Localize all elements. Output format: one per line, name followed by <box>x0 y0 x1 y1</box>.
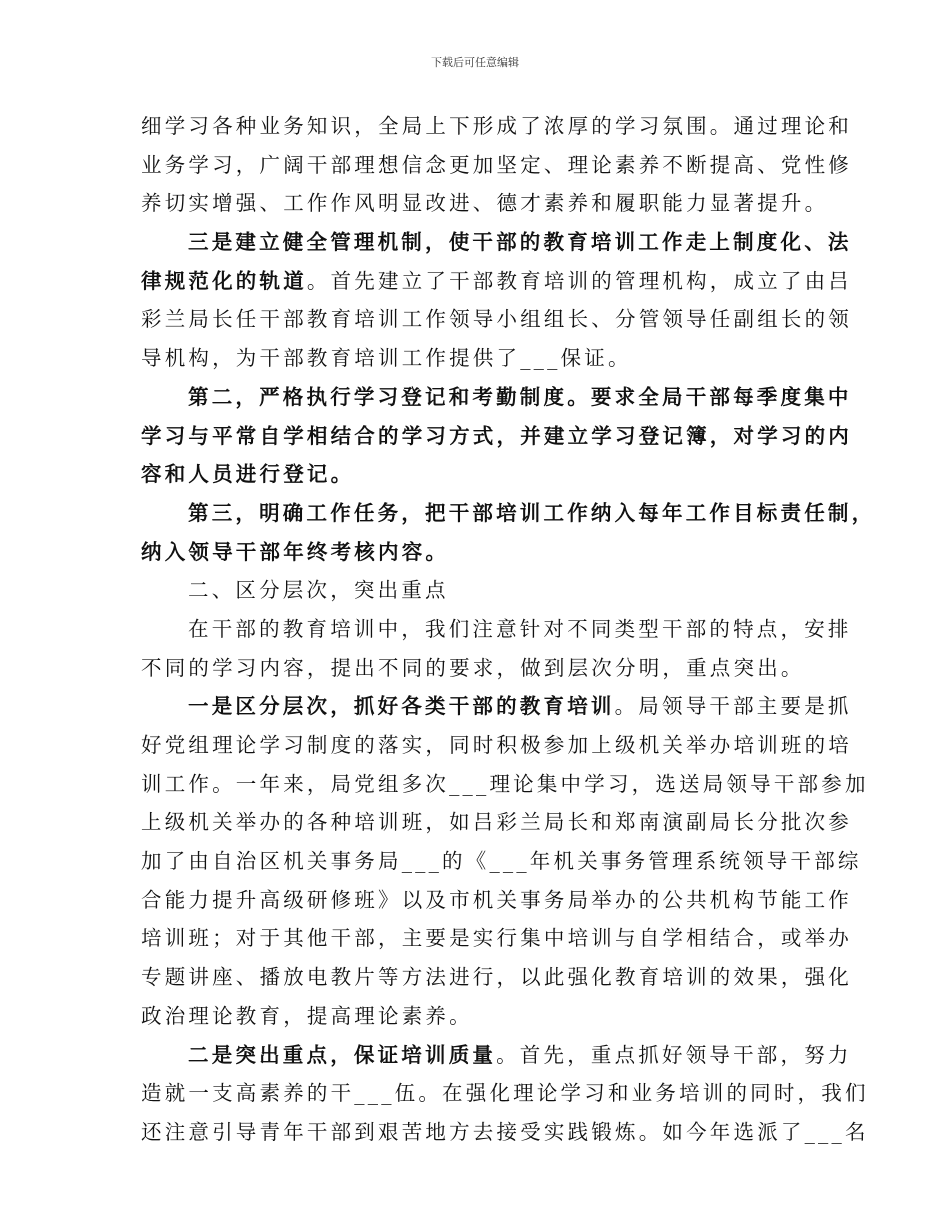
paragraph-line <box>141 107 852 146</box>
paragraph-line <box>141 687 852 726</box>
paragraph-line <box>141 494 876 533</box>
paragraph-line <box>141 1036 852 1075</box>
line-text: 。局领导干部主要是抓 <box>614 694 852 719</box>
bold-heading-text: 一是区分层次，抓好各类干部的教育培训 <box>188 694 615 719</box>
line-text: 。首先，重点抓好领导干部，努力 <box>496 1042 852 1067</box>
paragraph-line <box>141 1074 869 1113</box>
line-text: 专题讲座、播放电教片等方法进行，以此强化教育培训的效果，强化 <box>141 965 852 990</box>
bold-heading-text: 律规范化的轨道 <box>141 268 307 293</box>
line-text: 上级机关举办的各种培训班，如吕彩兰局长和郑南演副局长分批次参 <box>141 810 852 835</box>
paragraph-line <box>141 223 852 262</box>
paragraph-line <box>141 262 853 301</box>
paragraph-line <box>141 1113 869 1152</box>
line-text: 彩兰局长任干部教育培训工作领导小组组长、分管领导任副组长的领 <box>141 307 852 332</box>
paragraph-line <box>141 803 852 842</box>
paragraph-line <box>141 881 852 920</box>
bold-heading-text: 学习与平常自学相结合的学习方式，并建立学习登记簿，对学习的内 <box>141 423 852 448</box>
bold-heading-text: 容和人员进行登记。 <box>141 462 355 487</box>
paragraph-line <box>141 610 852 649</box>
line-text: 加了由自治区机关事务局___的《___年机关事务管理系统领导干部综 <box>141 849 862 874</box>
paragraph-line <box>141 997 813 1036</box>
bold-heading-text: 第三，明确工作任务，把干部培训工作纳入每年工作目标责任制， <box>188 500 876 525</box>
line-text: 训工作。一年来，局党组多次___理论集中学习，选送局领导干部参加 <box>141 771 869 796</box>
line-text: 。首先建立了干部教育培训的管理机构，成立了由吕 <box>306 268 853 293</box>
line-text: 在干部的教育培训中，我们注意针对不同类型干部的特点，安排 <box>188 616 852 641</box>
paragraph-line <box>141 649 813 688</box>
bold-heading-text: 三是建立健全管理机制，使干部的教育培训工作走上制度化、法 <box>188 230 852 255</box>
document-body <box>141 107 876 1152</box>
paragraph-line <box>141 842 862 881</box>
paragraph-line <box>141 378 852 417</box>
line-text: 养切实增强、工作作风明显改进、德才素养和履职能力显著提升。 <box>141 191 829 216</box>
paragraph-line <box>141 919 852 958</box>
line-text: 还注意引导青年干部到艰苦地方去接受实践锻炼。如今年选派了___名 <box>141 1119 869 1144</box>
bold-heading-text: 第二，严格执行学习登记和考勤制度。要求全局干部每季度集中 <box>188 384 852 409</box>
paragraph-line <box>141 184 829 223</box>
line-text: 细学习各种业务知识，全局上下形成了浓厚的学习氛围。通过理论和 <box>141 114 852 138</box>
paragraph-line <box>141 146 852 185</box>
paragraph-line <box>141 455 813 494</box>
bold-heading-text: 二是突出重点，保证培训质量 <box>188 1042 497 1067</box>
line-text: 政治理论教育，提高理论素养。 <box>141 1003 473 1028</box>
line-text: 业务学习，广阔干部理想信念更加坚定、理论素养不断提高、党性修 <box>141 152 852 177</box>
paragraph-line <box>141 726 852 765</box>
line-text: 造就一支高素养的干___伍。在强化理论学习和业务培训的同时，我们 <box>141 1081 869 1106</box>
line-text: 二、区分层次，突出重点 <box>188 578 449 603</box>
paragraph-line <box>141 765 869 804</box>
bold-heading-text: 纳入领导干部年终考核内容。 <box>141 539 450 564</box>
line-text: 不同的学习内容，提出不同的要求，做到层次分明，重点突出。 <box>141 655 805 680</box>
page-header: 下载后可任意编辑 <box>431 56 519 69</box>
line-text: 好党组理论学习制度的落实，同时积极参加上级机关举办培训班的培 <box>141 733 852 757</box>
line-text: 合能力提升高级研修班》以及市机关事务局举办的公共机构节能工作 <box>141 887 852 912</box>
paragraph-line <box>141 533 813 572</box>
paragraph-line <box>141 417 852 456</box>
paragraph-line <box>141 958 852 997</box>
line-text: 导机构，为干部教育培训工作提供了___保证。 <box>141 346 632 371</box>
section-heading <box>141 571 813 610</box>
paragraph-line <box>141 300 852 339</box>
line-text: 培训班；对于其他干部，主要是实行集中培训与自学相结合，或举办 <box>141 926 852 951</box>
paragraph-line <box>141 339 813 378</box>
